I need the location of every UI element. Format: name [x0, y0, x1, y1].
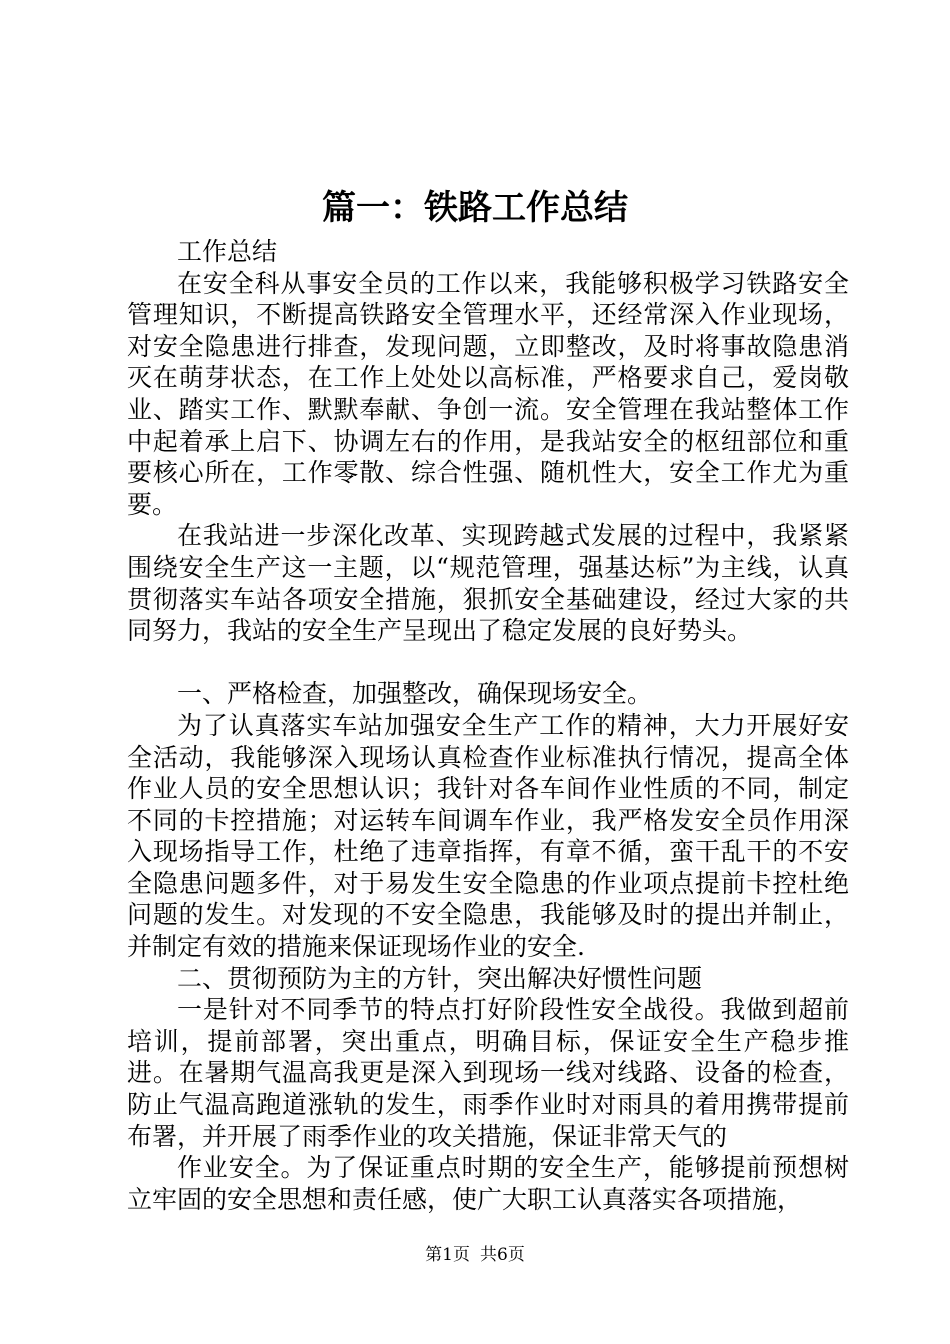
body-paragraph: 在安全科从事安全员的工作以来，我能够积极学习铁路安全管理知识，不断提高铁路安全管理水平，还经常深入作业现场，对安全隐患进行排查，发现问题，立即整改，及时将事故隐患消灭在萌芽状态，在工作上处处以高标准，严格要求自己，爱岗敬业、踏实工作、默默奉献、争创一流。安全管理在我站整体工作中起着承上启下、协调左右的作用，是我站安全的枢纽部位和重要核心所在，工作零散、综合性强、随机性大，安全工作尤为重要。 — [127, 268, 849, 519]
body-paragraph: 为了认真落实车站加强安全生产工作的精神，大力开展好安全活动，我能够深入现场认真检查作业标准执行情况，提高全体作业人员的安全思想认识；我针对各车间作业性质的不同，制定不同的卡控措施；对运转车间调车作业，我严格发安全员作用深入现场指导工作，杜绝了违章指挥，有章不循，蛮干乱干的不安全隐患问题多件，对于易发生安全隐患的作业项点提前卡控杜绝问题的发生。对发现的不安全隐患，我能够及时的提出并制止，并制定有效的措施来保证现场作业的安全. — [127, 710, 849, 962]
section-heading: 二、贯彻预防为主的方针，突出解决好惯性问题 — [177, 963, 703, 993]
body-paragraph: 一是针对不同季节的特点打好阶段性安全战役。我做到超前培训，提前部署，突出重点，明确目标，保证安全生产稳步推进。在暑期气温高我更是深入到现场一线对线路、设备的检查，防止气温高跑道涨轨的发生，雨季作业时对雨具的着用携带提前布署，并开展了雨季作业的攻关措施，保证非常天气的 — [127, 995, 849, 1151]
page-total: 共6页 — [480, 1245, 525, 1265]
page-number: 第1页 — [425, 1245, 470, 1265]
section-heading: 一、严格检查，加强整改，确保现场安全。 — [177, 679, 653, 709]
document-title: 篇一：铁路工作总结 — [322, 188, 628, 228]
page-footer — [0, 1243, 950, 1267]
section-label-paragraph: 工作总结 — [177, 237, 278, 266]
document-body — [127, 236, 849, 1215]
body-paragraph: 作业安全。为了保证重点时期的安全生产，能够提前预想树立牢固的安全思想和责任感，使广大职工认真落实各项措施， — [127, 1153, 849, 1214]
body-paragraph: 在我站进一步深化改革、实现跨越式发展的过程中，我紧紧围绕安全生产这一主题，以“规范管理，强基达标”为主线，认真贯彻落实车站各项安全措施，狠抓安全基础建设，经过大家的共同努力，我站的安全生产呈现出了稳定发展的良好势头。 — [127, 521, 849, 646]
